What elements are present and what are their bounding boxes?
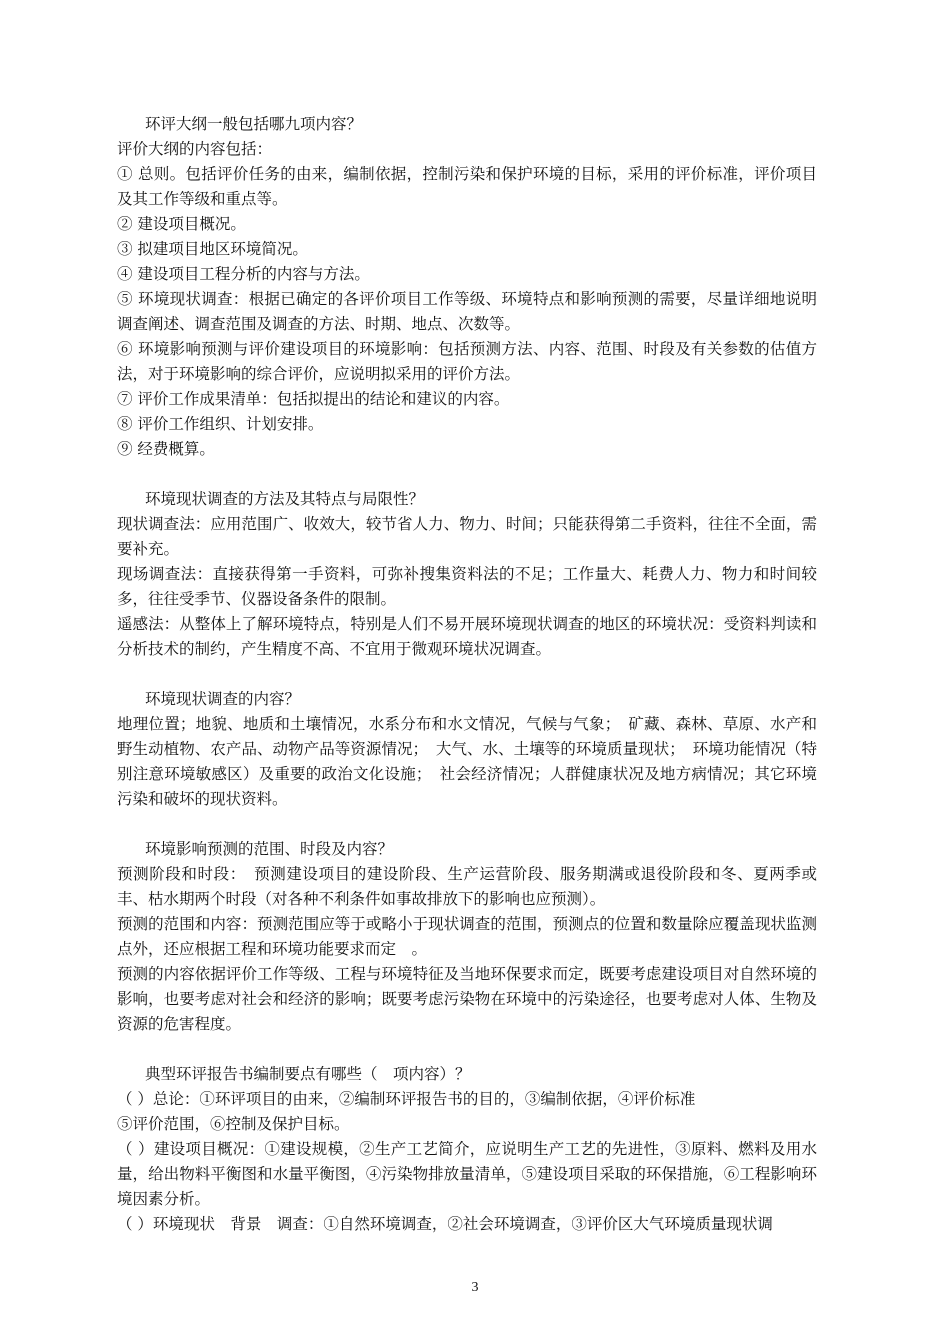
list-item: ⑤ 环境现状调查：根据已确定的各评价项目工作等级、环境特点和影响预测的需要，尽量详细地说明调查阐述、调查范围及调查的方法、时期、地点、次数等。 (117, 290, 817, 333)
paragraph: 评价大纲的内容包括： (117, 140, 273, 158)
question-heading: 环境影响预测的范围、时段及内容？ (145, 840, 394, 858)
paragraph: 预测阶段和时段： 预测建设项目的建设阶段、生产运营阶段、服务期满或退役阶段和冬、夏两季或丰、枯水期两个时段（对各种不利条件如事故排放下的影响也应预测）。 (117, 865, 817, 908)
paragraph: （ ）总论：①环评项目的由来，②编制环评报告书的目的，③编制依据，④评价标准 (117, 1090, 696, 1108)
question-heading: 环评大纲一般包括哪九项内容？ (145, 115, 363, 133)
page-number: 3 (471, 1280, 479, 1295)
paragraph: 现场调查法：直接获得第一手资料，可弥补搜集资料法的不足；工作量大、耗费人力、物力和时间较多，往往受季节、仪器设备条件的限制。 (117, 565, 817, 608)
list-item: ④ 建设项目工程分析的内容与方法。 (117, 265, 370, 283)
paragraph: （ ）建设项目概况：①建设规模，②生产工艺简介，应说明生产工艺的先进性，③原料、燃料及用水量，给出物料平衡图和水量平衡图，④污染物排放量清单，⑤建设项目采取的环保措施，⑥工程影响环境因素分析。 (117, 1140, 817, 1208)
paragraph: 地理位置；地貌、地质和土壤情况，水系分布和水文情况，气候与气象； 矿藏、森林、草原、水产和野生动植物、农产品、动物产品等资源情况； 大气、水、土壤等的环境质量现状； 环境功能情况（特别注意环境敏感区）及重要的政治文化设施； 社会经济情况；人群健康状况及地方病情况；其它环境污染和破坏的现状资料。 (117, 715, 817, 808)
list-item: ⑦ 评价工作成果清单：包括拟提出的结论和建议的内容。 (117, 390, 510, 408)
paragraph: 现状调查法：应用范围广、收效大，较节省人力、物力、时间；只能获得第二手资料，往往不全面，需要补充。 (117, 515, 817, 558)
question-heading: 典型环评报告书编制要点有哪些（ 项内容）？ (145, 1065, 471, 1083)
section-survey-contents (117, 687, 817, 812)
section-outline-contents (117, 112, 817, 462)
list-item: ② 建设项目概况。 (117, 215, 246, 233)
paragraph: 预测的内容依据评价工作等级、工程与环境特征及当地环保要求而定，既要考虑建设项目对自然环境的影响，也要考虑对社会和经济的影响；既要考虑污染物在环境中的污染途径，也要考虑对人体、生物及资源的危害程度。 (117, 965, 817, 1033)
question-heading: 环境现状调查的内容？ (145, 690, 301, 708)
question-heading: 环境现状调查的方法及其特点与局限性？ (145, 490, 425, 508)
paragraph: ⑤评价范围，⑥控制及保护目标。 (117, 1115, 350, 1133)
section-survey-methods (117, 487, 817, 662)
paragraph: 遥感法：从整体上了解环境特点，特别是人们不易开展环境现状调查的地区的环境状况：受资料判读和分析技术的制约，产生精度不高、不宜用于微观环境状况调查。 (117, 615, 817, 658)
list-item: ⑥ 环境影响预测与评价建设项目的环境影响：包括预测方法、内容、范围、时段及有关参数的估值方法，对于环境影响的综合评价，应说明拟采用的评价方法。 (117, 340, 817, 383)
list-item: ⑨ 经费概算。 (117, 440, 215, 458)
list-item: ① 总则。包括评价任务的由来，编制依据，控制污染和保护环境的目标，采用的评价标准，评价项目及其工作等级和重点等。 (117, 165, 817, 208)
list-item: ③ 拟建项目地区环境简况。 (117, 240, 308, 258)
document-body (117, 112, 817, 1262)
list-item: ⑧ 评价工作组织、计划安排。 (117, 415, 324, 433)
paragraph: 预测的范围和内容：预测范围应等于或略小于现状调查的范围，预测点的位置和数量除应覆盖现状监测点外，还应根据工程和环境功能要求而定 。 (117, 915, 817, 958)
paragraph: （ ）环境现状 背景 调查：①自然环境调查，②社会环境调查，③评价区大气环境质量现状调 (117, 1215, 773, 1233)
section-report-points (117, 1062, 817, 1237)
section-impact-prediction (117, 837, 817, 1037)
